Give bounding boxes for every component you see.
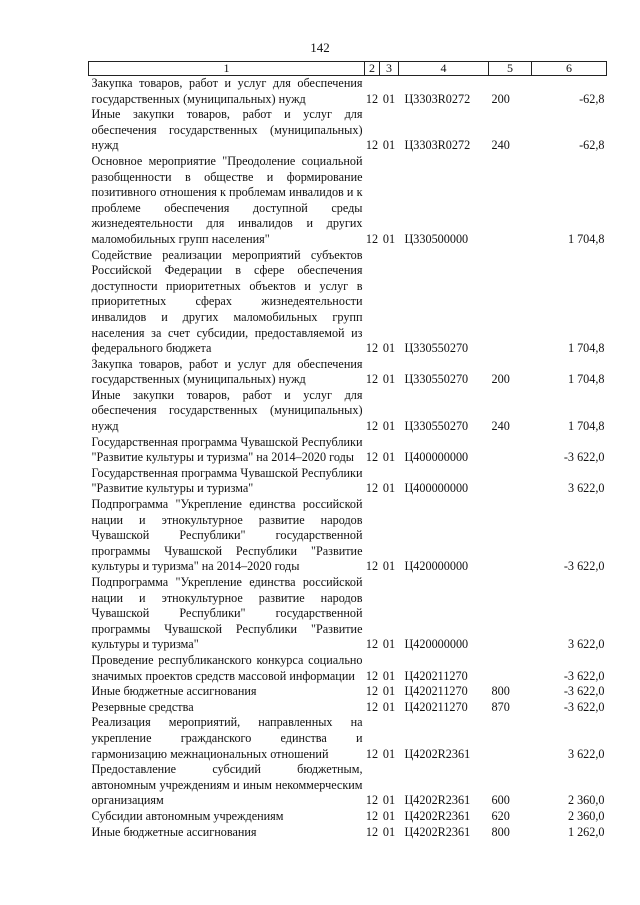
row-target-code: Ц400000000 <box>404 481 469 496</box>
row-description: Содействие реализации мероприятий субъектов Российской Федерации в сфере обеспечения доступности приоритетных объектов и услуг в приоритетных сферах жизнедеятельности инвалидов и других маломобильных групп населения за счет субсидии, предоставляемой из федерального бюджета <box>91 247 363 356</box>
row-subsection: 01 <box>382 450 396 465</box>
row-target-code: Ц420211270 <box>404 699 468 714</box>
row-section: 12 <box>365 138 379 153</box>
table-row <box>89 154 607 248</box>
row-expense-type: 800 <box>491 824 510 839</box>
row-target-code: Ц330550270 <box>404 419 469 434</box>
row-target-code: Ц3303R0272 <box>404 138 471 153</box>
table-row <box>89 466 607 497</box>
row-subsection: 01 <box>382 419 396 434</box>
row-section: 12 <box>365 231 379 246</box>
row-amount: -3 622,0 <box>563 699 605 714</box>
row-description: Закупка товаров, работ и услуг для обеспечения государственных (муниципальных) нужд <box>91 76 363 106</box>
row-amount: 3 622,0 <box>567 746 605 761</box>
row-section: 12 <box>365 341 379 356</box>
header-col-5: 5 <box>489 62 532 76</box>
row-expense-type: 620 <box>491 808 510 823</box>
table-row <box>89 575 607 653</box>
row-subsection: 01 <box>382 559 396 574</box>
header-col-6: 6 <box>532 62 607 76</box>
row-expense-type <box>489 575 532 653</box>
row-subsection: 01 <box>382 138 396 153</box>
row-target-code: Ц4202R2361 <box>404 746 471 761</box>
row-subsection: 01 <box>382 793 396 808</box>
row-section: 12 <box>365 746 379 761</box>
header-col-1: 1 <box>89 62 365 76</box>
row-amount: -3 622,0 <box>563 559 605 574</box>
row-subsection: 01 <box>382 372 396 387</box>
table-row <box>89 388 607 435</box>
table-row <box>89 825 607 841</box>
row-expense-type <box>489 715 532 762</box>
row-section: 12 <box>365 793 379 808</box>
row-amount: -3 622,0 <box>563 450 605 465</box>
header-col-2: 2 <box>365 62 380 76</box>
table-row <box>89 809 607 825</box>
row-subsection: 01 <box>382 668 396 683</box>
row-expense-type: 870 <box>491 699 510 714</box>
row-subsection: 01 <box>382 684 396 699</box>
row-section: 12 <box>365 684 379 699</box>
row-section: 12 <box>365 481 379 496</box>
page-number: 142 <box>310 40 330 55</box>
row-amount: -3 622,0 <box>563 684 605 699</box>
row-section: 12 <box>365 808 379 823</box>
row-target-code: Ц4202R2361 <box>404 808 471 823</box>
row-expense-type: 600 <box>491 793 510 808</box>
row-amount: 3 622,0 <box>567 637 605 652</box>
table-header-row <box>89 62 607 76</box>
row-description: Предоставление субсидий бюджетным, автономным учреждениям и иным некоммерческим организациям <box>91 762 363 808</box>
row-description: Государственная программа Чувашской Республики "Развитие культуры и туризма" на 2014–2020 годы <box>91 434 363 465</box>
row-expense-type <box>489 154 532 248</box>
row-expense-type <box>489 653 532 684</box>
row-target-code: Ц330500000 <box>404 231 469 246</box>
row-section: 12 <box>365 91 379 106</box>
row-description: Государственная программа Чувашской Республики "Развитие культуры и туризма" <box>91 465 363 496</box>
row-amount: 1 704,8 <box>567 372 605 387</box>
table-row <box>89 684 607 700</box>
table-row <box>89 497 607 575</box>
row-subsection: 01 <box>382 808 396 823</box>
row-amount: 1 704,8 <box>567 341 605 356</box>
budget-table <box>88 61 607 840</box>
row-target-code: Ц330550270 <box>404 341 469 356</box>
row-expense-type: 200 <box>491 372 510 387</box>
row-section: 12 <box>365 668 379 683</box>
row-subsection: 01 <box>382 231 396 246</box>
row-target-code: Ц420000000 <box>404 637 469 652</box>
row-subsection: 01 <box>382 91 396 106</box>
table-row <box>89 762 607 809</box>
row-subsection: 01 <box>382 481 396 496</box>
table-row <box>89 435 607 466</box>
header-col-3: 3 <box>380 62 399 76</box>
row-subsection: 01 <box>382 746 396 761</box>
row-subsection: 01 <box>382 637 396 652</box>
row-amount: 2 360,0 <box>567 793 605 808</box>
row-section: 12 <box>365 637 379 652</box>
row-amount: 1 262,0 <box>567 824 605 839</box>
table-row <box>89 700 607 716</box>
table-row <box>89 357 607 388</box>
row-target-code: Ц4202R2361 <box>404 793 471 808</box>
row-amount: 1 704,8 <box>567 419 605 434</box>
row-description: Резервные средства <box>91 699 194 714</box>
row-section: 12 <box>365 559 379 574</box>
row-amount: 2 360,0 <box>567 808 605 823</box>
row-description: Проведение республиканского конкурса социально значимых проектов средств массовой информации <box>91 652 363 683</box>
row-description: Иные закупки товаров, работ и услуг для обеспечения государственных (муниципальных) нужд <box>91 107 363 153</box>
row-expense-type: 240 <box>491 138 510 153</box>
row-description: Иные бюджетные ассигнования <box>91 824 257 839</box>
row-description: Закупка товаров, работ и услуг для обеспечения государственных (муниципальных) нужд <box>91 356 363 387</box>
row-subsection: 01 <box>382 699 396 714</box>
row-section: 12 <box>365 699 379 714</box>
row-amount: -3 622,0 <box>563 668 605 683</box>
row-expense-type <box>489 497 532 575</box>
table-row <box>89 248 607 357</box>
row-section: 12 <box>365 824 379 839</box>
table-row <box>89 653 607 684</box>
table-row <box>89 715 607 762</box>
row-description: Основное мероприятие "Преодоление социальной разобщенности в обществе и формирование позитивного отношения к проблемам инвалидов и к проблеме обеспечения доступной среды жизнедеятельности для инвалидов и других маломобильных групп населения" <box>91 153 363 246</box>
row-amount: 3 622,0 <box>567 481 605 496</box>
row-subsection: 01 <box>382 341 396 356</box>
row-description: Подпрограмма "Укрепление единства российской нации и этнокультурное развитие народов Чувашской Республики" государственной программы Чувашской Республики "Развитие культуры и туризма" на 2014–2020 годы <box>91 497 363 574</box>
row-amount: 1 704,8 <box>567 231 605 246</box>
row-target-code: Ц3303R0272 <box>404 91 471 106</box>
row-description: Реализация мероприятий, направленных на укрепление гражданского единства и гармонизацию межнациональных отношений <box>91 715 363 761</box>
row-expense-type: 200 <box>491 91 510 106</box>
row-target-code: Ц4202R2361 <box>404 824 471 839</box>
row-target-code: Ц420211270 <box>404 684 468 699</box>
row-amount: -62,8 <box>579 91 605 106</box>
row-section: 12 <box>365 372 379 387</box>
row-description: Иные закупки товаров, работ и услуг для обеспечения государственных (муниципальных) нужд <box>91 387 363 434</box>
row-amount: -62,8 <box>579 138 605 153</box>
row-expense-type <box>489 248 532 357</box>
row-target-code: Ц400000000 <box>404 450 469 465</box>
row-target-code: Ц420000000 <box>404 559 469 574</box>
row-expense-type <box>489 466 532 497</box>
table-row <box>89 76 607 108</box>
table-row <box>89 107 607 154</box>
row-expense-type <box>489 435 532 466</box>
header-col-4: 4 <box>399 62 489 76</box>
row-expense-type: 800 <box>491 684 510 699</box>
row-description: Иные бюджетные ассигнования <box>91 684 257 699</box>
row-description: Подпрограмма "Укрепление единства российской нации и этнокультурное развитие народов Чувашской Республики" государственной программы Чувашской Республики "Развитие культуры и туризма" <box>91 575 363 652</box>
row-target-code: Ц420211270 <box>404 668 468 683</box>
row-section: 12 <box>365 450 379 465</box>
row-description: Субсидии автономным учреждениям <box>91 808 284 823</box>
row-target-code: Ц330550270 <box>404 372 469 387</box>
row-subsection: 01 <box>382 824 396 839</box>
row-expense-type: 240 <box>491 419 510 434</box>
row-section: 12 <box>365 419 379 434</box>
